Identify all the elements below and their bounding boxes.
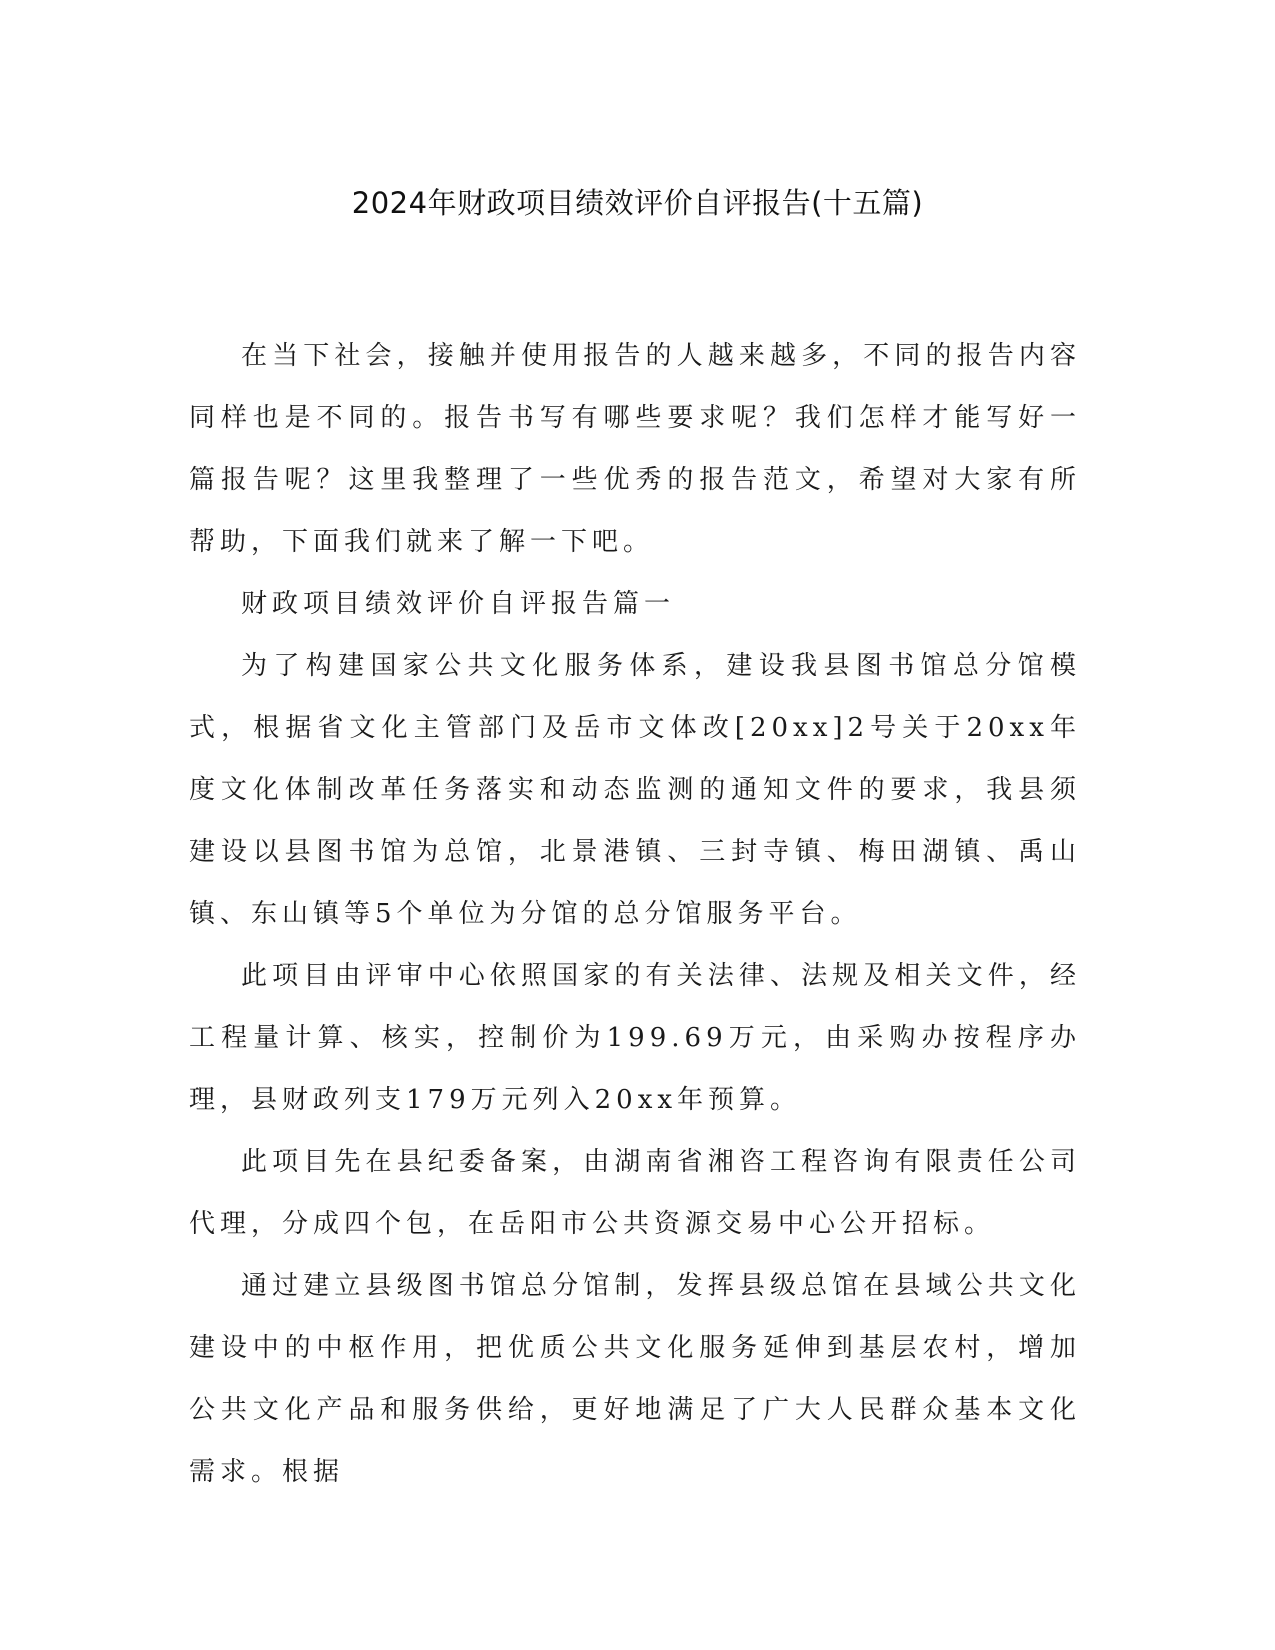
intro-paragraph: 在当下社会，接触并使用报告的人越来越多，不同的报告内容同样也是不同的。报告书写有哪些要求呢？我们怎样才能写好一篇报告呢？这里我整理了一些优秀的报告范文，希望对大家有所帮助，下面我们就来了解一下吧。 bbox=[189, 341, 1081, 557]
body-paragraph: 此项目由评审中心依照国家的有关法律、法规及相关文件，经工程量计算、核实，控制价为199.69万元，由采购办按程序办理，县财政列支179万元列入20xx年预算。 bbox=[189, 961, 1081, 1115]
body-paragraph: 为了构建国家公共文化服务体系，建设我县图书馆总分馆模式，根据省文化主管部门及岳市文体改[20xx]2号关于20xx年度文化体制改革任务落实和动态监测的通知文件的要求，我县须建设以县图书馆为总馆，北景港镇、三封寺镇、梅田湖镇、禹山镇、东山镇等5个单位为分馆的总分馆服务平台。 bbox=[189, 651, 1081, 929]
section-heading: 财政项目绩效评价自评报告篇一 bbox=[241, 589, 676, 619]
body-paragraph: 此项目先在县纪委备案，由湖南省湘咨工程咨询有限责任公司代理，分成四个包，在岳阳市公共资源交易中心公开招标。 bbox=[189, 1147, 1081, 1239]
document-body bbox=[189, 325, 1081, 1503]
document-title: 2024年财政项目绩效评价自评报告(十五篇) bbox=[351, 186, 924, 220]
body-paragraph: 通过建立县级图书馆总分馆制，发挥县级总馆在县域公共文化建设中的中枢作用，把优质公共文化服务延伸到基层农村，增加公共文化产品和服务供给，更好地满足了广大人民群众基本文化需求。根据 bbox=[189, 1271, 1081, 1487]
